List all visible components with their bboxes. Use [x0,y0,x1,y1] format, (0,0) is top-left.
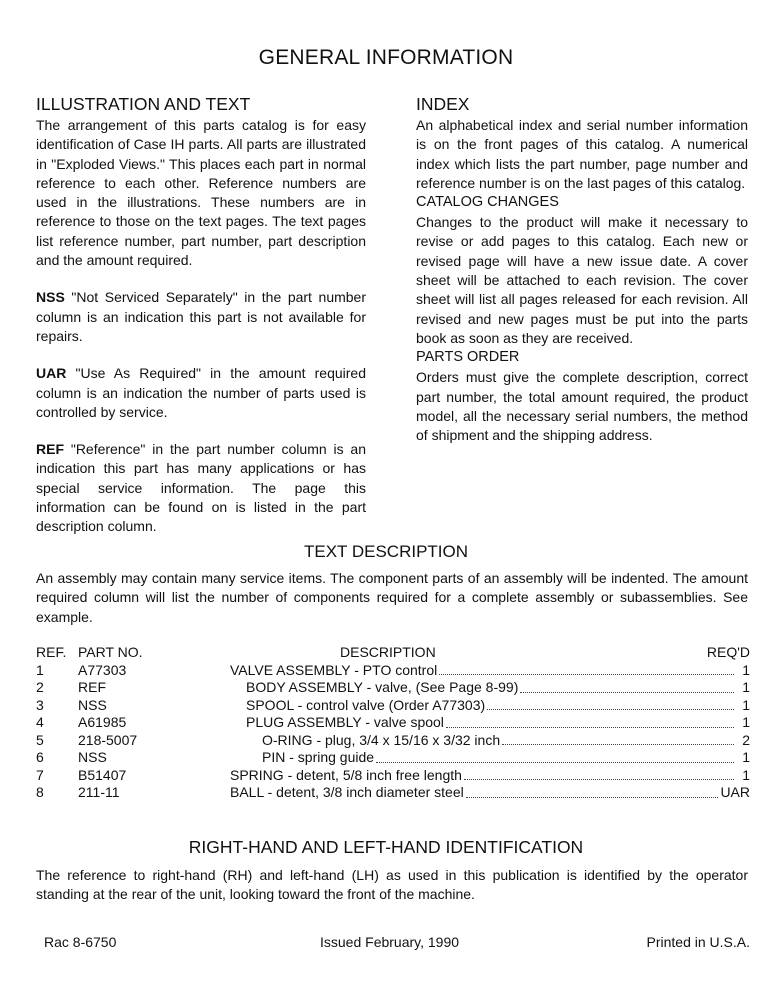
table-row [36,749,750,767]
header-description: DESCRIPTION [340,644,436,660]
issue-date: Issued February, 1990 [320,934,460,950]
dot-leader [502,732,734,746]
table-row [36,784,750,802]
row-description [230,767,736,785]
index-text: An alphabetical index and serial number information is on the front pages of this catalog. A numerical index which lists the part number, page number and reference number is on the last pages of this catalog. [416,117,748,191]
dot-leader [520,679,734,693]
row-part-no: NSS [78,749,107,765]
dot-leader [439,662,734,676]
parts-table [36,644,750,802]
dot-leader [376,749,734,763]
table-row [36,732,750,750]
row-description [230,784,720,802]
table-row [36,662,750,680]
row-ref: 4 [36,714,44,730]
row-req: 1 [742,714,750,730]
row-description-text: BALL - detent, 3/8 inch diameter steel [230,784,464,800]
table-body [36,662,750,802]
ref-text: "Reference" in the part number column is an indication this part has many applications or has special service information. The page this information can be found on is listed in the part description column. [36,441,366,535]
dot-leader [466,784,718,798]
right-column [416,94,748,445]
row-req: 1 [742,696,750,713]
table-row [36,714,750,732]
ref-paragraph [36,440,366,536]
row-description-text: O-RING - plug, 3/4 x 15/16 x 3/32 inch [262,731,501,748]
row-ref: 8 [36,784,44,800]
row-description [246,697,736,715]
row-description [262,732,736,750]
row-ref: 7 [36,766,44,783]
illustration-heading: ILLUSTRATION AND TEXT [36,94,251,114]
row-description [246,679,736,697]
table-header-row [36,644,750,662]
left-column [36,94,366,537]
illustration-text: The arrangement of this parts catalog is for easy identification of Case IH parts. All parts are illustrated in "Exploded Views." This places each part in normal reference to each other. Reference numbers are used in the illustrations. These numbers are in reference to those on the text pages. The text pages list reference number, part number, part description and the amount required. [36,117,366,269]
catalog-changes-heading: CATALOG CHANGES [416,194,559,211]
row-ref: 2 [36,679,44,695]
row-part-no: NSS [78,696,107,713]
text-description-text: An assembly may contain many service items. The component parts of an assembly will be indented. The amount required column will list the number of components required for a complete assembly or subassemblies. See example. [36,570,748,625]
header-req: REQ'D [706,644,750,660]
page-title: GENERAL INFORMATION [258,46,514,69]
hand-identification-heading: RIGHT-HAND AND LEFT-HAND IDENTIFICATION [188,837,584,857]
row-part-no: 211-11 [78,784,120,800]
parts-order-heading: PARTS ORDER [416,349,520,366]
table-row [36,679,750,697]
uar-abbr: UAR [36,365,67,382]
printed-in: Printed in U.S.A. [646,934,750,950]
row-description-text: VALVE ASSEMBLY - PTO control [230,661,438,678]
row-req: 1 [742,679,750,695]
dot-leader [446,714,734,728]
row-description [246,714,736,732]
row-part-no: B51407 [78,766,127,783]
row-part-no: A61985 [78,714,127,730]
row-ref: 3 [36,696,44,713]
doc-number: Rac 8-6750 [44,934,117,950]
row-description-text: BODY ASSEMBLY - valve, (See Page 8-99) [246,679,519,695]
row-description-text: SPRING - detent, 5/8 inch free length [230,766,462,783]
row-description-text: PLUG ASSEMBLY - valve spool [246,714,444,730]
row-req: 1 [742,766,750,783]
row-part-no: A77303 [78,661,127,678]
table-row [36,767,750,785]
row-description-text: SPOOL - control valve (Order A77303) [246,696,486,713]
parts-order-text: Orders must give the complete description, correct part number, the total amount required, the product model, all the necessary serial numbers, the method of shipment and the shipping address. [416,369,748,444]
row-ref: 5 [36,731,44,748]
row-part-no: REF [78,679,106,695]
catalog-changes-text: Changes to the product will make it necessary to revise or add pages to this catalog. Each new or revised page will have a new issue date. A cover sheet will be attached to each revision. The cover sheet will list all pages released for each revision. All revised and new pages must be put into the parts book as soon as they are received. [416,214,748,346]
table-row [36,697,750,715]
index-heading: INDEX [416,94,470,114]
dot-leader [487,697,734,711]
row-ref: 6 [36,749,44,765]
nss-paragraph [36,288,366,346]
hand-identification-text: The reference to right-hand (RH) and left-hand (LH) as used in this publication is identified by the operator standing at the rear of the unit, looking toward the front of the machine. [36,867,748,903]
uar-text: "Use As Required" in the amount required column is an indication the number of parts used is controlled by service. [36,365,366,420]
header-ref: REF. [36,644,67,660]
row-req: UAR [720,784,750,800]
row-req: 2 [742,731,750,748]
row-description [262,749,736,767]
nss-text: "Not Serviced Separately" in the part number column is an indication this part is not available for repairs. [36,289,366,344]
dot-leader [464,767,734,781]
row-ref: 1 [36,661,44,678]
uar-paragraph [36,364,366,422]
row-description [230,662,736,680]
row-part-no: 218-5007 [78,731,138,748]
row-req: 1 [742,749,750,765]
ref-abbr: REF [36,441,64,458]
header-part-no: PART NO. [78,644,143,660]
row-req: 1 [742,661,750,678]
nss-abbr: NSS [36,289,65,306]
text-description-heading: TEXT DESCRIPTION [303,542,469,561]
row-description-text: PIN - spring guide [262,749,375,765]
